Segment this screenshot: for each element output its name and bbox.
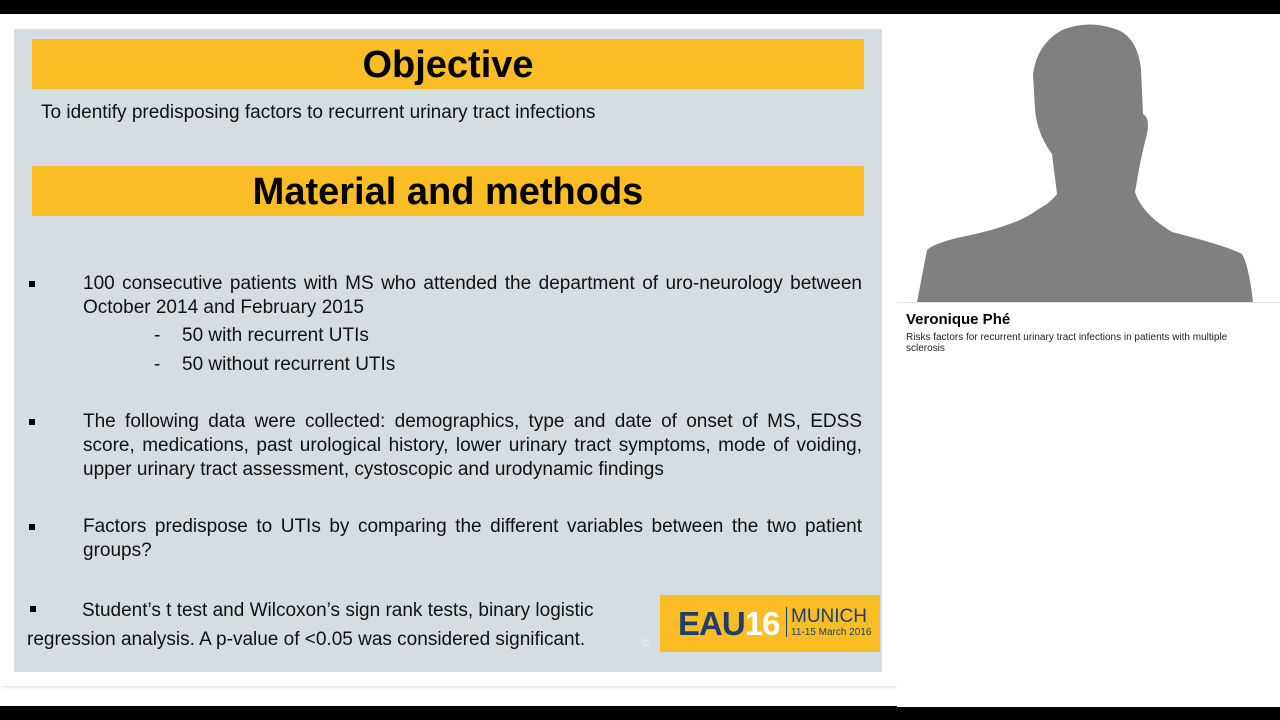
bullet-square-icon — [29, 281, 35, 287]
bullet-square-icon — [30, 606, 36, 612]
dash-icon: - — [154, 325, 161, 346]
speaker-info — [897, 302, 1280, 707]
slide — [14, 29, 882, 672]
person-silhouette-icon — [897, 14, 1280, 304]
presentation-player — [0, 14, 1280, 706]
bullet-data-collected: The following data were collected: demographics, type and date of onset of MS, EDSS score, medications, past urological history, lower urinary tract symptoms, mode of voiding, upper urinary tract assessment, cystoscopic and urodynamic findings — [83, 410, 862, 482]
bullet-statistics: Student’s t test and Wilcoxon’s sign rank tests, binary logistic regression analysis. A p-value of <0.05 was considered significant. — [27, 600, 594, 650]
sub-bullet-recurrent: - 50 with recurrent UTIs — [154, 325, 369, 346]
eau16-logo — [660, 595, 880, 652]
logo-eau: EAU — [678, 605, 745, 642]
talk-title: Risks factors for recurrent urinary tract infections in patients with multiple sclerosis — [906, 332, 1228, 354]
bullet-square-icon — [29, 419, 35, 425]
dash-icon: - — [154, 354, 161, 375]
logo-divider — [786, 607, 787, 637]
bullet-square-icon — [29, 524, 35, 530]
objective-heading: Objective — [32, 39, 864, 89]
speaker-name: Veronique Phé — [906, 311, 1011, 328]
methods-heading: Material and methods — [32, 166, 864, 216]
speaker-photo — [897, 14, 1280, 304]
copyright-mark: © — [642, 637, 651, 649]
logo-city: MUNICH — [791, 606, 867, 627]
logo-date: 11-15 March 2016 — [791, 627, 872, 638]
logo-year: 16 — [744, 605, 780, 642]
objective-text: To identify predisposing factors to recurrent urinary tract infections — [41, 102, 596, 123]
sub-bullet-non-recurrent: - 50 without recurrent UTIs — [154, 354, 396, 375]
bullet-factors: Factors predispose to UTIs by comparing the different variables between the two patient groups? — [83, 515, 862, 563]
slide-frame — [0, 14, 897, 686]
bullet-patients: 100 consecutive patients with MS who attended the department of uro-neurology between October 2014 and February 2015 — [83, 272, 862, 320]
